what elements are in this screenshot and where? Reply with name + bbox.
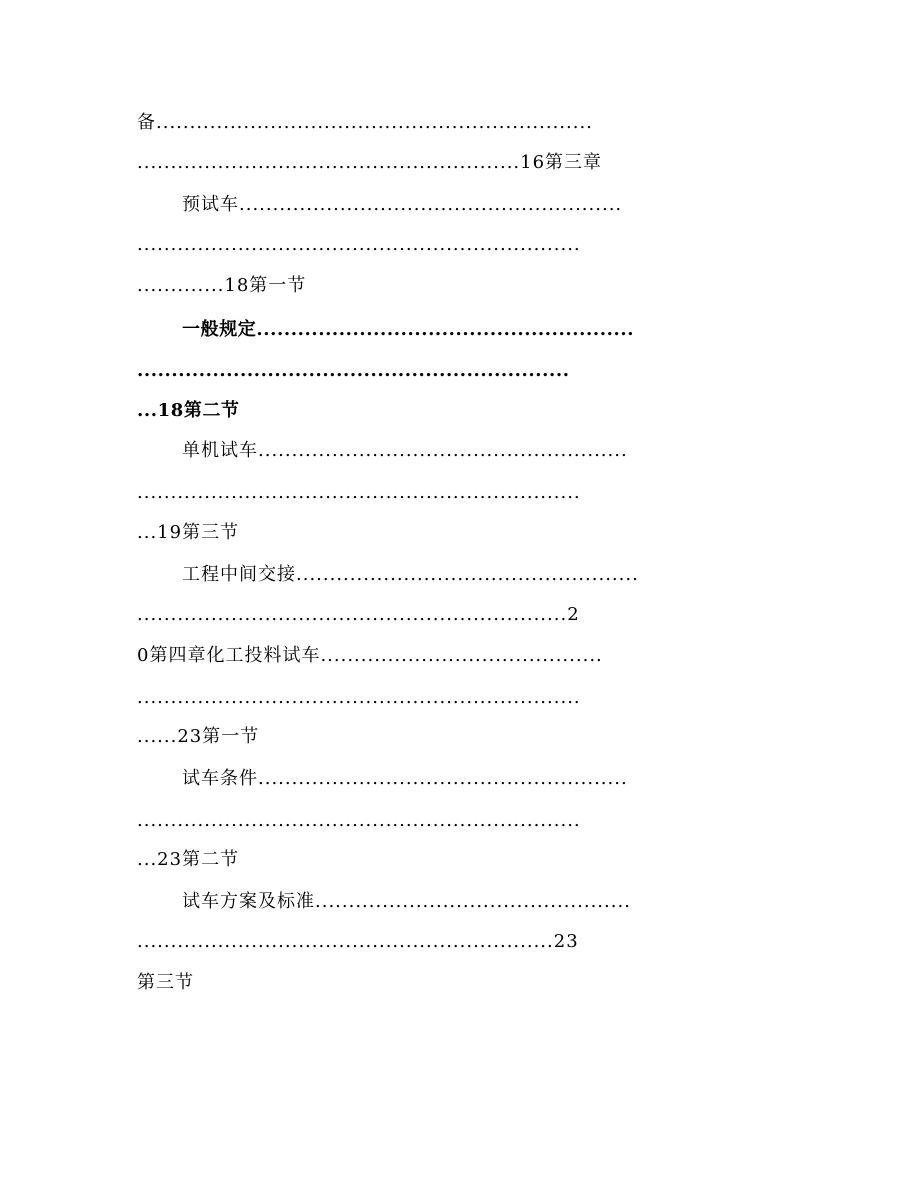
toc-line: ...23第二节 [137,849,240,870]
toc-line: 工程中间交接................................................... [182,564,639,585]
toc-line: 试车条件....................................................... [182,768,628,789]
toc-line: 第三节 [137,972,194,993]
toc-line: 预试车......................................................... [182,194,623,215]
toc-line: .................................................................. [137,687,581,708]
toc-line: ..............................................................23 [137,931,579,952]
toc-line: 0第四章化工投料试车.......................................... [137,645,603,666]
toc-line: 试车方案及标准............................................... [182,891,631,912]
toc-line: ................................................................2 [137,604,580,625]
toc-line: .........................................................16第三章 [137,152,603,173]
toc-line: .................................................................. [137,810,581,831]
toc-line: ...19第三节 [137,522,240,543]
toc-line: ......23第一节 [137,726,260,747]
toc-line: 单机试车....................................................... [182,440,628,461]
toc-line: 一般规定....................................................... [182,319,635,340]
toc-line: .................................................................. [137,482,581,503]
toc-line: ...18第二节 [137,400,240,421]
toc-line: .............18第一节 [137,275,307,296]
toc-line: 备................................................................. [137,112,593,133]
toc-line: ............................................................... [137,360,570,381]
toc-line: .................................................................. [137,234,581,255]
